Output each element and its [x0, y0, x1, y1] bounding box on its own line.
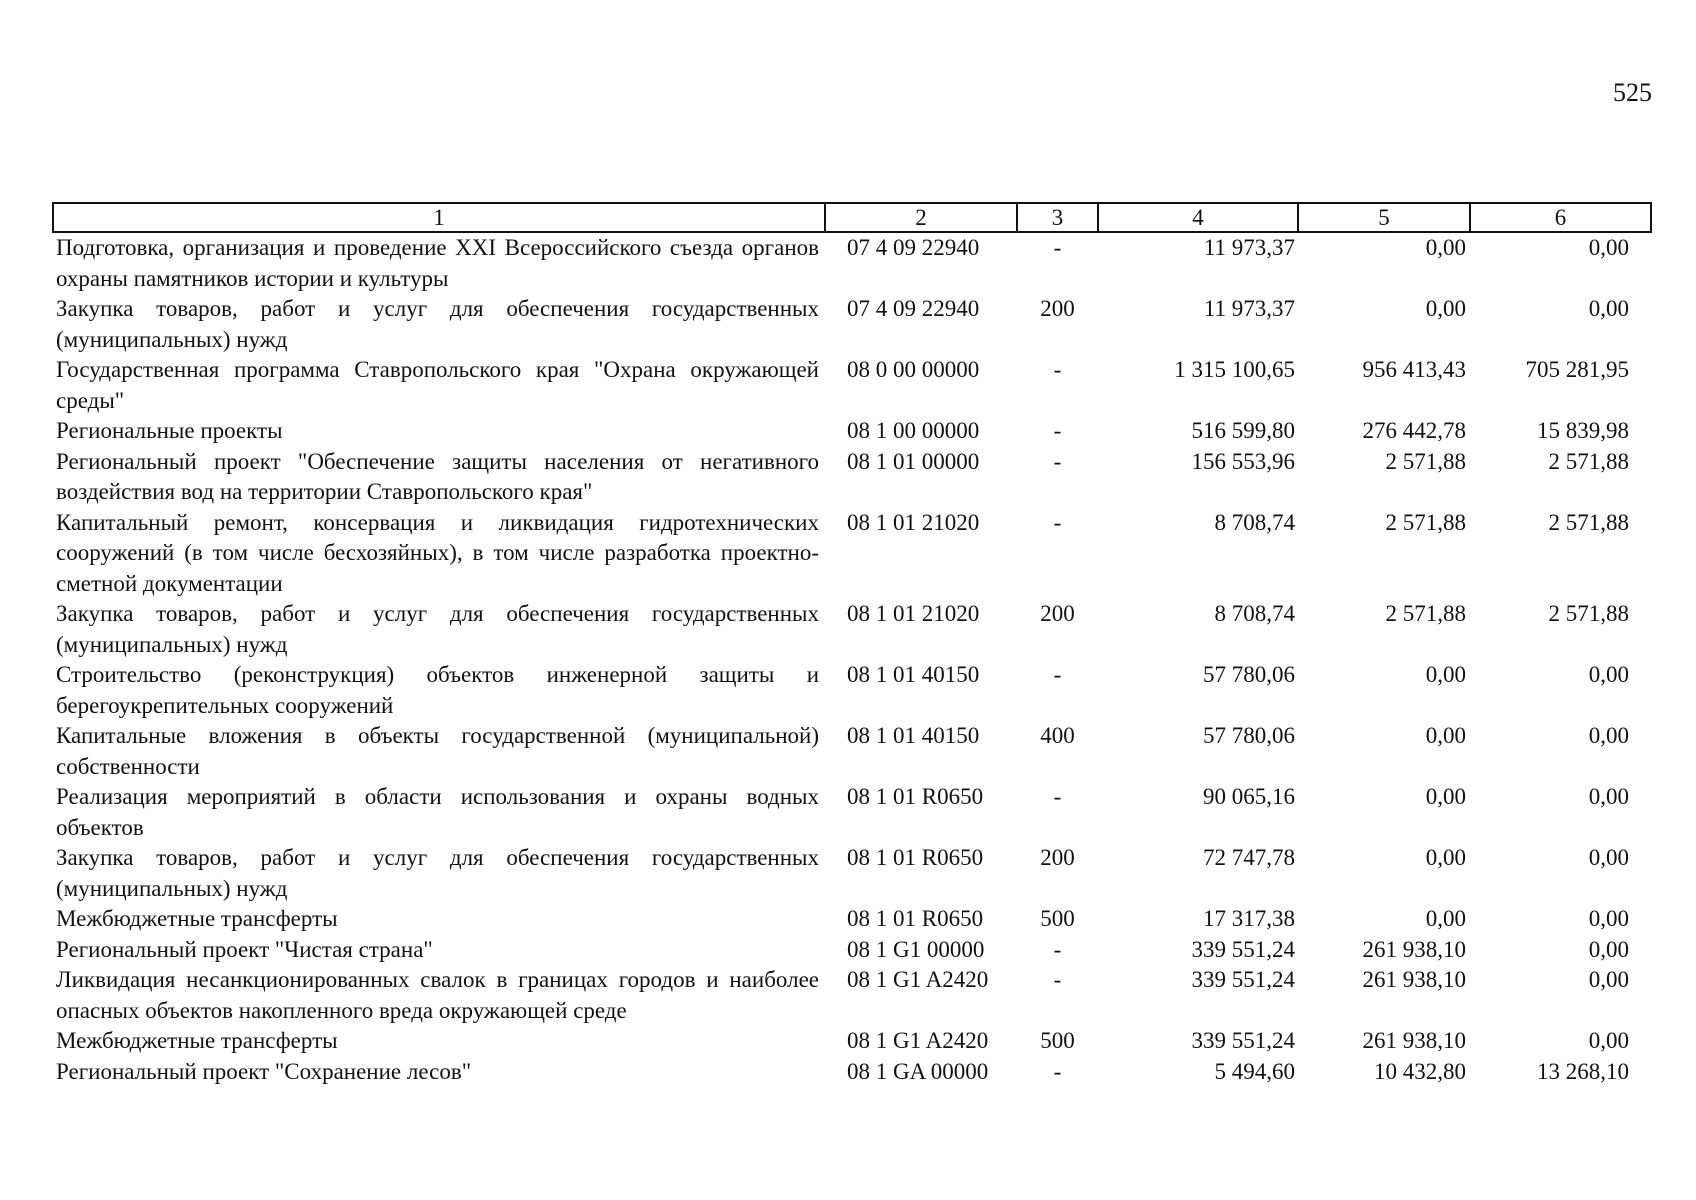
row-value-col-4: 339 551,24 [1191, 967, 1295, 992]
row-code: 08 1 G1 A2420 [847, 1028, 989, 1053]
row-expense-type: 400 [1040, 723, 1075, 748]
budget-table [52, 202, 1652, 1087]
row-code: 08 1 00 00000 [847, 418, 980, 443]
row-value-col-5: 261 938,10 [1362, 936, 1466, 962]
row-expense-type: - [1053, 448, 1062, 474]
header-col-2: 2 [825, 203, 1017, 232]
row-value-col-5: 2 571,88 [1385, 448, 1466, 474]
table-row [53, 508, 1651, 600]
row-value-col-6: 0,00 [1588, 967, 1629, 992]
row-value-col-5: 0,00 [1425, 235, 1466, 260]
row-name: Региональный проект "Сохранение лесов" [56, 1058, 472, 1084]
row-name: Межбюджетные трансферты [56, 1028, 338, 1053]
row-value-col-4: 11 973,37 [1203, 235, 1295, 260]
row-name: Строительство (реконструкция) объектов инженерной защиты и берегоукрепительных сооружений [56, 662, 819, 718]
row-name: Закупка товаров, работ и услуг для обеспечения государственных (муниципальных) нужд [56, 845, 819, 901]
row-value-col-4: 72 747,78 [1203, 845, 1295, 870]
table-row [53, 447, 1651, 508]
table-row [53, 1026, 1651, 1057]
row-value-col-6: 0,00 [1588, 296, 1629, 321]
header-col-5: 5 [1298, 203, 1470, 232]
table-row [53, 904, 1651, 935]
row-value-col-6: 0,00 [1588, 845, 1629, 870]
row-expense-type: 200 [1040, 601, 1075, 626]
row-value-col-6: 15 839,98 [1537, 418, 1629, 443]
row-value-col-4: 17 317,38 [1203, 906, 1295, 931]
row-code: 08 0 00 00000 [847, 357, 980, 382]
header-col-6: 6 [1470, 203, 1651, 232]
page-number: 525 [1613, 78, 1652, 107]
row-value-col-4: 516 599,80 [1191, 418, 1295, 443]
row-value-col-5: 2 571,88 [1385, 509, 1466, 535]
row-expense-type: - [1053, 357, 1062, 382]
row-value-col-6: 0,00 [1588, 723, 1629, 748]
table-row [53, 660, 1651, 721]
row-code: 08 1 G1 00000 [847, 936, 985, 962]
row-expense-type: - [1053, 1058, 1062, 1084]
table-row [53, 416, 1651, 447]
row-name: Региональный проект "Обеспечение защиты населения от негативного воздействия вод на территории Ставропольского края" [56, 448, 819, 504]
row-value-col-6: 0,00 [1588, 936, 1629, 962]
budget-table-container [52, 202, 1650, 1087]
table-row [53, 843, 1651, 904]
row-code: 08 1 01 00000 [847, 448, 980, 474]
row-value-col-4: 339 551,24 [1191, 1028, 1295, 1053]
row-value-col-5: 0,00 [1425, 723, 1466, 748]
row-code: 08 1 01 21020 [847, 509, 980, 535]
row-value-col-4: 339 551,24 [1191, 936, 1295, 962]
row-value-col-5: 2 571,88 [1385, 601, 1466, 626]
row-name: Региональные проекты [56, 418, 283, 443]
table-row [53, 721, 1651, 782]
row-expense-type: - [1053, 418, 1062, 443]
row-code: 08 1 01 R0650 [847, 845, 984, 870]
row-value-col-4: 5 494,60 [1214, 1058, 1295, 1084]
row-code: 08 1 01 40150 [847, 723, 980, 748]
table-row [53, 1057, 1651, 1088]
row-code: 08 1 GA 00000 [847, 1058, 989, 1084]
row-value-col-6: 0,00 [1588, 906, 1629, 931]
row-code: 08 1 G1 A2420 [847, 967, 989, 992]
row-value-col-4: 57 780,06 [1203, 723, 1295, 748]
table-row [53, 294, 1651, 355]
row-value-col-6: 705 281,95 [1525, 357, 1629, 382]
row-name: Подготовка, организация и проведение XXI Всероссийского съезда органов охраны памятников истории и культуры [56, 235, 819, 291]
row-code: 07 4 09 22940 [847, 235, 980, 260]
row-value-col-6: 13 268,10 [1537, 1058, 1629, 1084]
row-name: Межбюджетные трансферты [56, 906, 338, 931]
row-expense-type: - [1053, 662, 1062, 687]
row-expense-type: - [1053, 784, 1062, 809]
header-col-3: 3 [1017, 203, 1098, 232]
row-value-col-6: 0,00 [1588, 1028, 1629, 1053]
row-value-col-5: 261 938,10 [1362, 967, 1466, 992]
row-value-col-6: 0,00 [1588, 662, 1629, 687]
row-code: 08 1 01 R0650 [847, 906, 984, 931]
row-name: Региональный проект "Чистая страна" [56, 936, 433, 962]
row-code: 08 1 01 R0650 [847, 784, 984, 809]
table-row [53, 232, 1651, 294]
table-row [53, 935, 1651, 966]
row-value-col-5: 0,00 [1425, 845, 1466, 870]
row-value-col-4: 8 708,74 [1214, 509, 1295, 535]
row-expense-type: - [1053, 235, 1062, 260]
table-row [53, 599, 1651, 660]
table-row [53, 782, 1651, 843]
row-value-col-6: 0,00 [1588, 235, 1629, 260]
row-value-col-5: 0,00 [1425, 906, 1466, 931]
row-value-col-5: 956 413,43 [1362, 357, 1466, 382]
row-value-col-5: 276 442,78 [1362, 418, 1466, 443]
row-expense-type: - [1053, 967, 1062, 992]
row-value-col-4: 156 553,96 [1191, 448, 1295, 474]
row-value-col-4: 1 315 100,65 [1174, 357, 1295, 382]
row-name: Государственная программа Ставропольского края "Охрана окружающей среды" [56, 357, 819, 413]
header-col-4: 4 [1098, 203, 1298, 232]
row-value-col-4: 8 708,74 [1214, 601, 1295, 626]
row-expense-type: 500 [1040, 906, 1075, 931]
row-code: 08 1 01 21020 [847, 601, 980, 626]
row-name: Ликвидация несанкционированных свалок в границах городов и наиболее опасных объектов накопленного вреда окружающей среде [56, 967, 819, 1023]
row-expense-type: - [1053, 936, 1062, 962]
row-name: Закупка товаров, работ и услуг для обеспечения государственных (муниципальных) нужд [56, 601, 819, 657]
row-value-col-5: 0,00 [1425, 784, 1466, 809]
row-code: 07 4 09 22940 [847, 296, 980, 321]
row-name: Капитальные вложения в объекты государственной (муниципальной) собственности [56, 723, 819, 779]
row-value-col-5: 0,00 [1425, 662, 1466, 687]
row-value-col-6: 0,00 [1588, 784, 1629, 809]
row-value-col-6: 2 571,88 [1548, 509, 1629, 535]
row-expense-type: - [1053, 509, 1062, 535]
row-name: Закупка товаров, работ и услуг для обеспечения государственных (муниципальных) нужд [56, 296, 819, 352]
row-expense-type: 200 [1040, 296, 1075, 321]
row-value-col-4: 90 065,16 [1203, 784, 1295, 809]
header-row [53, 203, 1651, 232]
table-row [53, 965, 1651, 1026]
row-value-col-4: 11 973,37 [1203, 296, 1295, 321]
row-value-col-5: 0,00 [1425, 296, 1466, 321]
row-name: Капитальный ремонт, консервация и ликвидация гидротехнических сооружений (в том числе бесхозяйных), в том числе разработка проектно-сметной документации [56, 509, 819, 596]
row-value-col-6: 2 571,88 [1548, 448, 1629, 474]
row-code: 08 1 01 40150 [847, 662, 980, 687]
row-value-col-4: 57 780,06 [1203, 662, 1295, 687]
table-body [53, 232, 1651, 1087]
row-expense-type: 200 [1040, 845, 1075, 870]
row-expense-type: 500 [1040, 1028, 1075, 1053]
row-value-col-5: 10 432,80 [1374, 1058, 1466, 1084]
table-row [53, 355, 1651, 416]
row-value-col-5: 261 938,10 [1362, 1028, 1466, 1053]
header-col-1: 1 [53, 203, 825, 232]
row-value-col-6: 2 571,88 [1548, 601, 1629, 626]
table-header [53, 203, 1651, 232]
row-name: Реализация мероприятий в области использования и охраны водных объектов [56, 784, 819, 840]
